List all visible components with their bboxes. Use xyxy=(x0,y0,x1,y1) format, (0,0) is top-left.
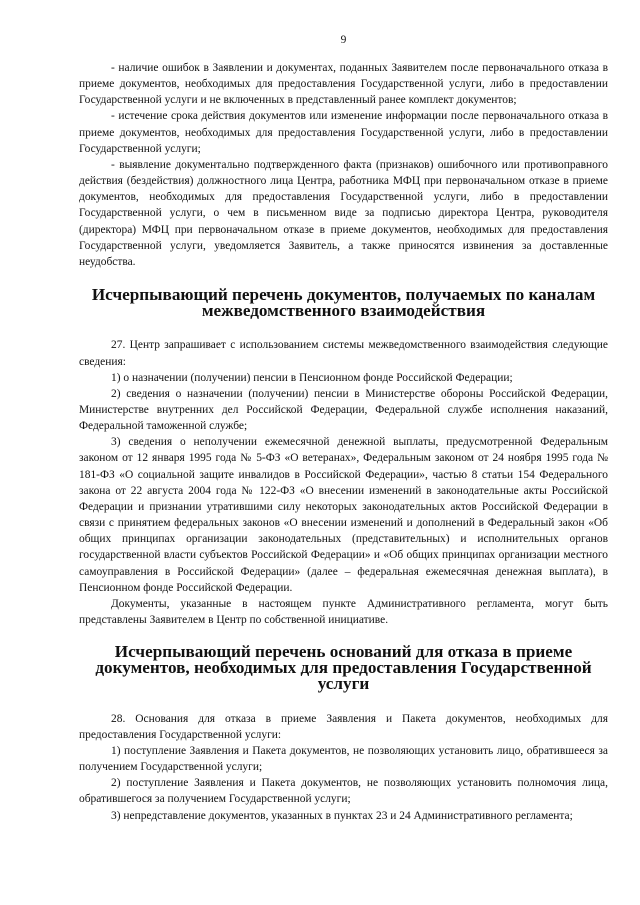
page-number: 9 xyxy=(340,34,347,46)
clause-28-item: 1) поступление Заявления и Пакета документов, не позволяющих установить лицо, обратившееся за получением Государственной услуги; xyxy=(79,744,608,774)
clause-27-intro: 27. Центр запрашивает с использованием системы межведомственного взаимодействия следующие сведения: xyxy=(79,339,608,368)
clause-27-item: 3) сведения о неполучении ежемесячной денежной выплаты, предусмотренной Федеральным законом от 12 января 1995 года № 5-ФЗ «О ветеранах», Федеральным законом от 24 ноября 1995 года № 181-ФЗ «О социальной защите инвалидов в Российской Федерации», частью 8 статьи 154 Федерального закона от 22 августа 2004 года № 122-ФЗ «О внесении изменений в законодательные акты Российской Федерации и признании утратившими силу некоторых законодательных актов Российской Федерации в связи с принятием федеральных законов «О внесении изменений и дополнений в Федеральный закон «Об общих принципах организации законодательных (представительных) и исполнительных органов государственной власти субъектов Российской Федерации» и «Об общих принципах организации местного самоуправления в Российской Федерации» (далее – федеральная ежемесячная денежная выплата), в Пенсионном фонде Российской Федерации. xyxy=(79,436,608,594)
heading-line: межведомственного взаимодействия xyxy=(201,301,486,321)
section-heading-refusal-grounds xyxy=(79,644,608,692)
heading-line: Исчерпывающий перечень оснований для отказа в приеме xyxy=(114,642,573,662)
spacer xyxy=(79,319,608,337)
heading-line: Исчерпывающий перечень документов, получаемых по каналам xyxy=(91,285,596,305)
spacer xyxy=(79,693,608,711)
clause-28-item: 3) непредставление документов, указанных в пунктах 23 и 24 Административного регламента; xyxy=(111,809,573,822)
list-item: - истечение срока действия документов или изменение информации после первоначального отказа в приеме документов, необходимых для предоставления Государственной услуги, либо в предоставлении Государственной услуги; xyxy=(79,110,608,155)
clause-28-intro: 28. Основания для отказа в приеме Заявления и Пакета документов, необходимых для предоставления Государственной услуги: xyxy=(79,712,608,741)
list-item: - наличие ошибок в Заявлении и документах, поданных Заявителем после первоначального отказа в приеме документов, необходимых для предоставления Государственной услуги, либо в предоставлении Государственной услуги и не включенных в представленный ранее комплект документов; xyxy=(79,62,608,107)
clause-27-closing: Документы, указанные в настоящем пункте Административного регламента, могут быть представлены Заявителем в Центр по собственной инициативе. xyxy=(79,597,608,626)
clause-27-item: 2) сведения о назначении (получении) пенсии в Министерстве обороны Российской Федерации, Министерстве внутренних дел Российской Федерации, Федеральной службе исполнения наказаний, Федеральной таможенной службе; xyxy=(79,387,608,433)
clause-27-item: 1) о назначении (получении) пенсии в Пенсионном фонде Российской Федерации; xyxy=(111,371,513,384)
clause-28-item: 2) поступление Заявления и Пакета документов, не позволяющих установить полномочия лица, обратившегося за получением Государственной услуги; xyxy=(79,777,608,806)
section-heading-interagency-documents xyxy=(79,287,608,319)
heading-line: документов, необходимых для предоставления Государственной услуги xyxy=(95,658,592,694)
list-item: - выявление документально подтвержденного факта (признаков) ошибочного или противоправного действия (бездействия) должностного лица Центра, работника МФЦ при первоначальном отказе в приеме документов, необходимых для предоставления Государственной услуги, либо в предоставлении Государственной услуги, о чем в письменном виде за подписью директора Центра, руководителя (директора) МФЦ при первоначальном отказе в приеме документов, необходимых для предоставления Государственной услуги, уведомляется Заявитель, а также приносятся извинения за доставленные неудобства. xyxy=(79,158,608,268)
document-page xyxy=(79,32,608,824)
